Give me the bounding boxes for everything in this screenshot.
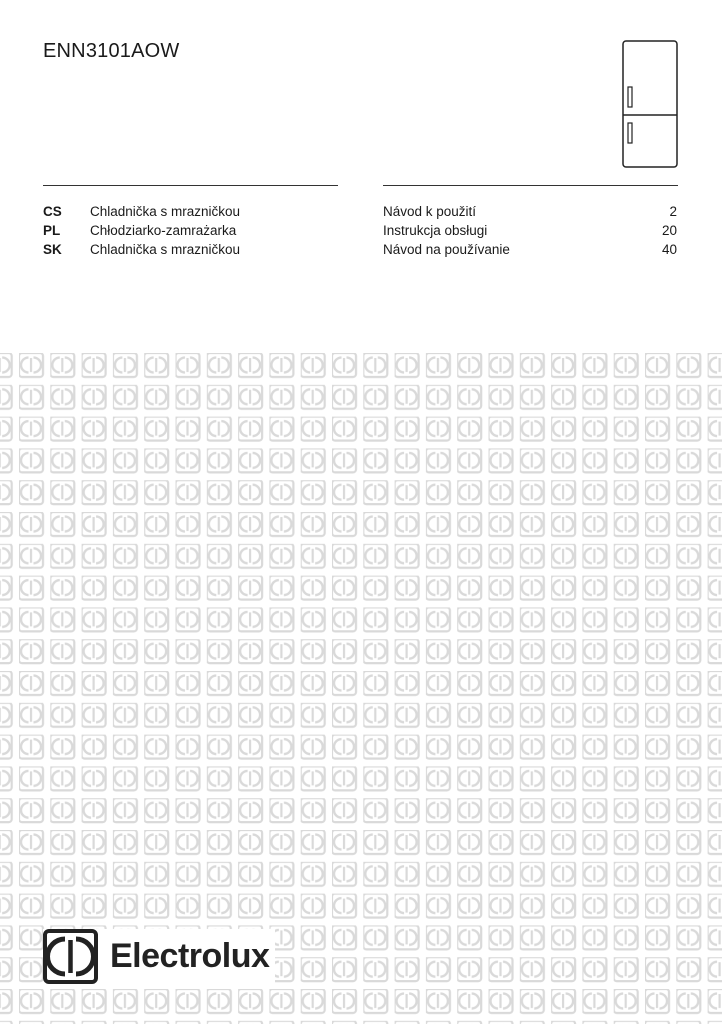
language-code: CS — [43, 204, 62, 219]
brand-name: Electrolux — [110, 937, 270, 975]
product-name: Chladnička s mrazničkou — [90, 242, 241, 257]
language-code: PL — [43, 223, 61, 238]
divider-right — [383, 185, 678, 186]
logo-pattern-background — [0, 350, 722, 1024]
language-row — [0, 242, 722, 261]
fridge-freezer-icon — [622, 40, 678, 168]
model-title: ENN3101AOW — [43, 40, 180, 62]
document-type: Návod k použití — [383, 204, 477, 219]
product-name: Chłodziarko-zamrażarka — [90, 223, 237, 238]
language-code: SK — [43, 242, 62, 257]
divider-left — [43, 185, 338, 186]
document-type: Návod na používanie — [383, 242, 510, 257]
page-number: 20 — [661, 223, 677, 238]
language-row — [0, 223, 722, 242]
product-name: Chladnička s mrazničkou — [90, 204, 241, 219]
document-type: Instrukcja obsługi — [383, 223, 488, 238]
page-number: 2 — [669, 204, 677, 219]
electrolux-logo-icon — [43, 929, 98, 984]
page-number: 40 — [661, 242, 677, 257]
brand-logo — [43, 929, 275, 984]
language-row — [0, 204, 722, 223]
